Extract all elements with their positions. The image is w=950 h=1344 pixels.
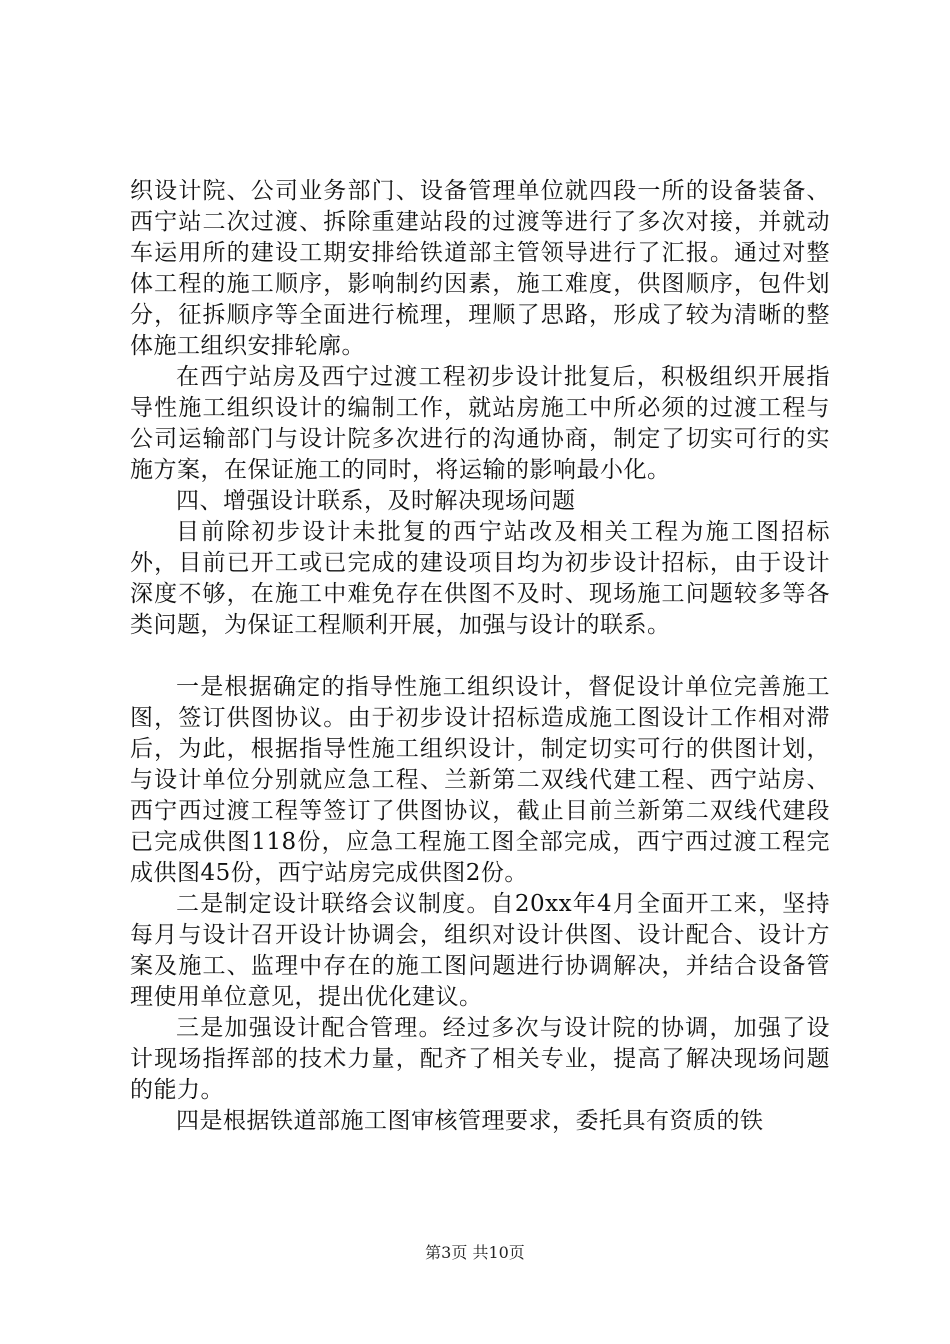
paragraph-item-three: 三是加强设计配合管理。经过多次与设计院的协调，加强了设计现场指挥部的技术力量，配齐了相关专业，提高了解决现场问题的能力。 (130, 1015, 830, 1103)
paragraph-item-four: 四是根据铁道部施工图审核管理要求，委托具有资质的铁 (176, 1108, 764, 1134)
paragraph-xining-station-plan: 在西宁站房及西宁过渡工程初步设计批复后，积极组织开展指导性施工组织设计的编制工作，就站房施工中所必须的过渡工程与公司运输部门与设计院多次进行的沟通协商，制定了切实可行的实施方案，在保证施工的同时，将运输的影响最小化。 (130, 364, 830, 483)
page-number-footer: 第3页 共10页 (425, 1243, 525, 1262)
paragraph-continuation: 织设计院、公司业务部门、设备管理单位就四段一所的设备装备、西宁站二次过渡、拆除重建站段的过渡等进行了多次对接，并就动车运用所的建设工期安排给铁道部主管领导进行了汇报。通过对整体工程的施工顺序，影响制约因素，施工难度，供图顺序，包件划分，征拆顺序等全面进行梳理，理顺了思路，形成了较为清晰的整体施工组织安排轮廓。 (130, 178, 830, 359)
paragraph-item-one: 一是根据确定的指导性施工组织设计，督促设计单位完善施工图，签订供图协议。由于初步设计招标造成施工图设计工作相对滞后，为此，根据指导性施工组织设计，制定切实可行的供图计划，与设计单位分别就应急工程、兰新第二双线代建工程、西宁站房、西宁西过渡工程等签订了供图协议，截止目前兰新第二双线代建段已完成供图118份，应急工程施工图全部完成，西宁西过渡工程完成供图45份，西宁站房完成供图2份。 (130, 674, 830, 886)
paragraph-item-two: 二是制定设计联络会议制度。自20xx年4月全面开工来，坚持每月与设计召开设计协调会，组织对设计供图、设计配合、设计方案及施工、监理中存在的施工图问题进行协调解决，并结合设备管理使用单位意见，提出优化建议。 (130, 891, 830, 1010)
document-body (130, 176, 830, 1137)
paragraph-design-liaison-intro: 目前除初步设计未批复的西宁站改及相关工程为施工图招标外，目前已开工或已完成的建设项目均为初步设计招标，由于设计深度不够，在施工中难免存在供图不及时、现场施工问题较多等各类问题，为保证工程顺利开展，加强与设计的联系。 (130, 519, 830, 638)
section-heading-design-liaison: 四、增强设计联系，及时解决现场问题 (176, 488, 576, 514)
